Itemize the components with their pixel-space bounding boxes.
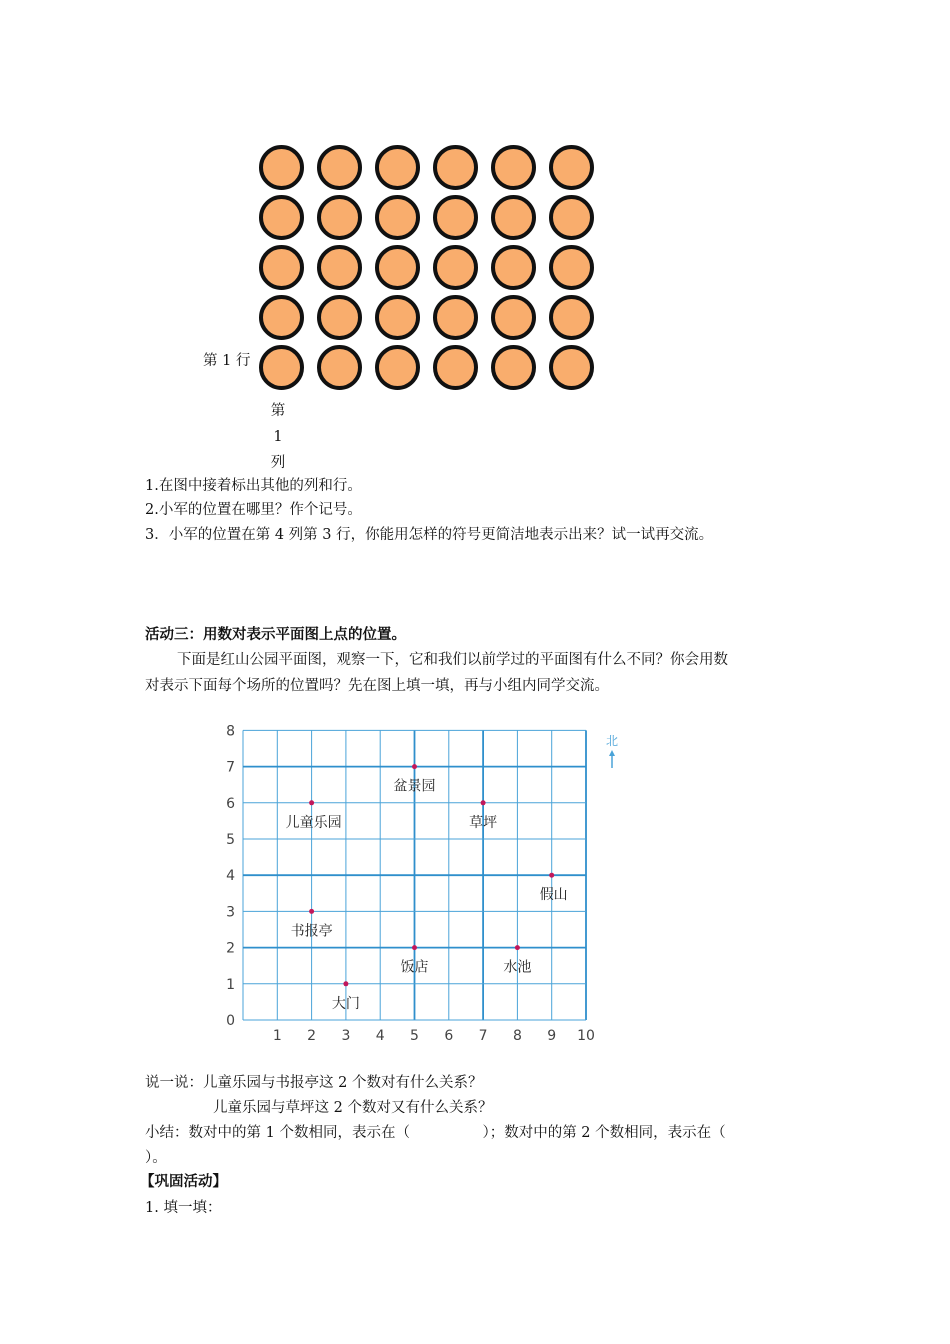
question-1: 1.在图中接着标出其他的列和行。 — [145, 478, 362, 494]
summary-line-2: ）。 — [145, 1150, 167, 1166]
column-label-char: 列 — [270, 455, 286, 471]
say-line-2: 儿童乐园与草坪这 2 个数对又有什么关系？ — [213, 1100, 493, 1116]
row-1-label: 第 1 行 — [203, 353, 251, 369]
place-point — [481, 800, 486, 805]
y-tick-label: 3 — [226, 904, 235, 921]
x-tick-label: 4 — [375, 1028, 385, 1044]
y-tick-label: 1 — [226, 976, 235, 993]
x-tick-label: 6 — [444, 1028, 454, 1044]
place-point — [515, 945, 520, 950]
question-3: 3．小军的位置在第 4 列第 3 行，你能用怎样的符号更简洁地表示出来？试一试再交流。 — [145, 527, 714, 543]
x-tick-label: 2 — [307, 1028, 317, 1044]
x-tick-label: 10 — [577, 1028, 595, 1044]
consolidation-item-1: 1. 填一填： — [145, 1200, 222, 1216]
place-label: 水池 — [503, 959, 532, 976]
y-tick-label: 6 — [226, 795, 235, 812]
place-label: 大门 — [331, 995, 360, 1012]
x-tick-label: 7 — [478, 1028, 488, 1044]
place-label: 盆景园 — [393, 778, 436, 795]
activity3-title: 活动三：用数对表示平面图上点的位置。 — [145, 627, 406, 643]
question-2: 2.小军的位置在哪里？作个记号。 — [145, 502, 362, 518]
place-label: 书报亭 — [290, 923, 333, 940]
column-label-char: 1 — [273, 429, 283, 445]
place-label: 草坪 — [469, 814, 498, 831]
y-tick-label: 8 — [226, 723, 235, 740]
place-label: 儿童乐园 — [285, 814, 342, 831]
y-tick-label: 2 — [226, 940, 235, 957]
place-point — [343, 981, 348, 986]
place-point — [412, 764, 417, 769]
x-tick-label: 9 — [547, 1028, 557, 1044]
x-tick-label: 8 — [512, 1028, 522, 1044]
y-tick-label: 4 — [226, 868, 235, 885]
x-tick-label: 5 — [410, 1028, 419, 1044]
column-label-char: 第 — [270, 403, 286, 419]
place-label: 假山 — [539, 887, 568, 904]
place-point — [309, 909, 314, 914]
x-tick-label: 3 — [341, 1028, 351, 1044]
activity3-paragraph-line1: 下面是红山公园平面图，观察一下，它和我们以前学过的平面图有什么不同？你会用数 — [177, 652, 728, 668]
place-point — [309, 800, 314, 805]
north-label: 北 — [605, 734, 619, 748]
place-point — [412, 945, 417, 950]
y-tick-label: 5 — [226, 832, 235, 848]
consolidation-heading: 【巩固活动】 — [140, 1174, 227, 1190]
say-line-1: 说一说：儿童乐园与书报亭这 2 个数对有什么关系？ — [145, 1075, 483, 1091]
place-point — [549, 873, 554, 878]
summary-line-1: 小结：数对中的第 1 个数相同，表示在（ ）；数对中的第 2 个数相同，表示在（ — [145, 1125, 726, 1141]
north-arrow-head-icon — [609, 750, 615, 756]
x-tick-label: 1 — [272, 1028, 282, 1044]
activity3-paragraph-line2: 对表示下面每个场所的位置吗？先在图上填一填，再与小组内同学交流。 — [145, 678, 609, 694]
y-tick-label: 7 — [226, 759, 235, 776]
y-tick-label: 0 — [226, 1013, 235, 1029]
place-label: 饭店 — [400, 959, 429, 976]
